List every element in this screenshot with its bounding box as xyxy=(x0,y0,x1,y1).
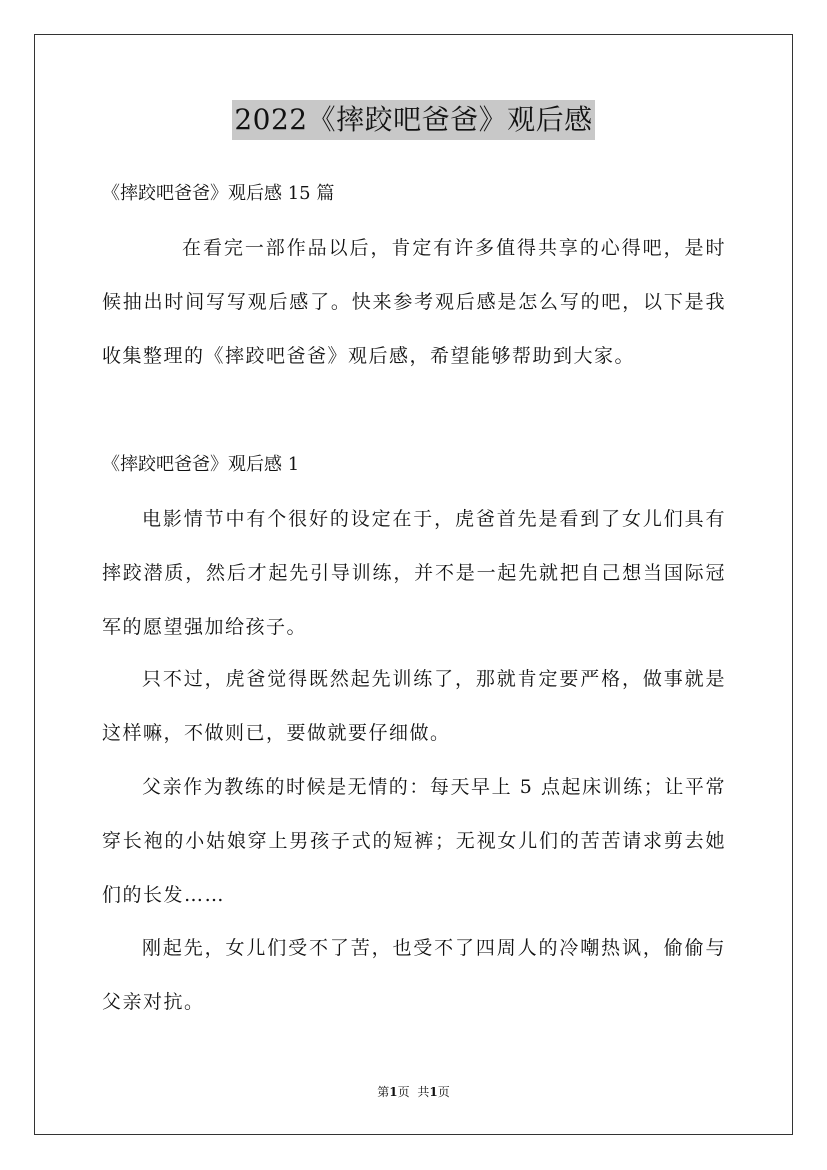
page-suffix: 页 xyxy=(397,1085,410,1099)
document-subtitle: 《摔跤吧爸爸》观后感 15 篇 xyxy=(102,183,335,204)
page-number: 1 xyxy=(389,1085,398,1099)
body-paragraph: 刚起先，女儿们受不了苦，也受不了四周人的冷嘲热讽，偷偷与父亲对抗。 xyxy=(102,937,726,1013)
body-paragraph: 只不过，虎爸觉得既然起先训练了，那就肯定要严格，做事就是这样嘛，不做则已，要做就要仔细做。 xyxy=(102,668,726,744)
title-container xyxy=(0,100,827,140)
total-prefix: 共 xyxy=(417,1085,430,1099)
intro-paragraph: 在看完一部作品以后，肯定有许多值得共享的心得吧，是时候抽出时间写写观后感了。快来参考观后感是怎么写的吧，以下是我收集整理的《摔跤吧爸爸》观后感，希望能够帮助到大家。 xyxy=(102,237,726,367)
page-footer xyxy=(0,1084,827,1100)
body-paragraph: 电影情节中有个很好的设定在于，虎爸首先是看到了女儿们具有摔跤潜质，然后才起先引导训练，并不是一起先就把自己想当国际冠军的愿望强加给孩子。 xyxy=(102,508,726,638)
total-pages: 1 xyxy=(429,1085,438,1099)
section-heading: 《摔跤吧爸爸》观后感 1 xyxy=(102,454,300,475)
body-paragraph: 父亲作为教练的时候是无情的：每天早上 5 点起床训练；让平常穿长袍的小姑娘穿上男孩子式的短裤；无视女儿们的苦苦请求剪去她们的长发…… xyxy=(102,776,726,906)
page-prefix: 第 xyxy=(377,1085,390,1099)
total-suffix: 页 xyxy=(437,1085,450,1099)
document-title: 2022《摔跤吧爸爸》观后感 xyxy=(232,100,594,140)
